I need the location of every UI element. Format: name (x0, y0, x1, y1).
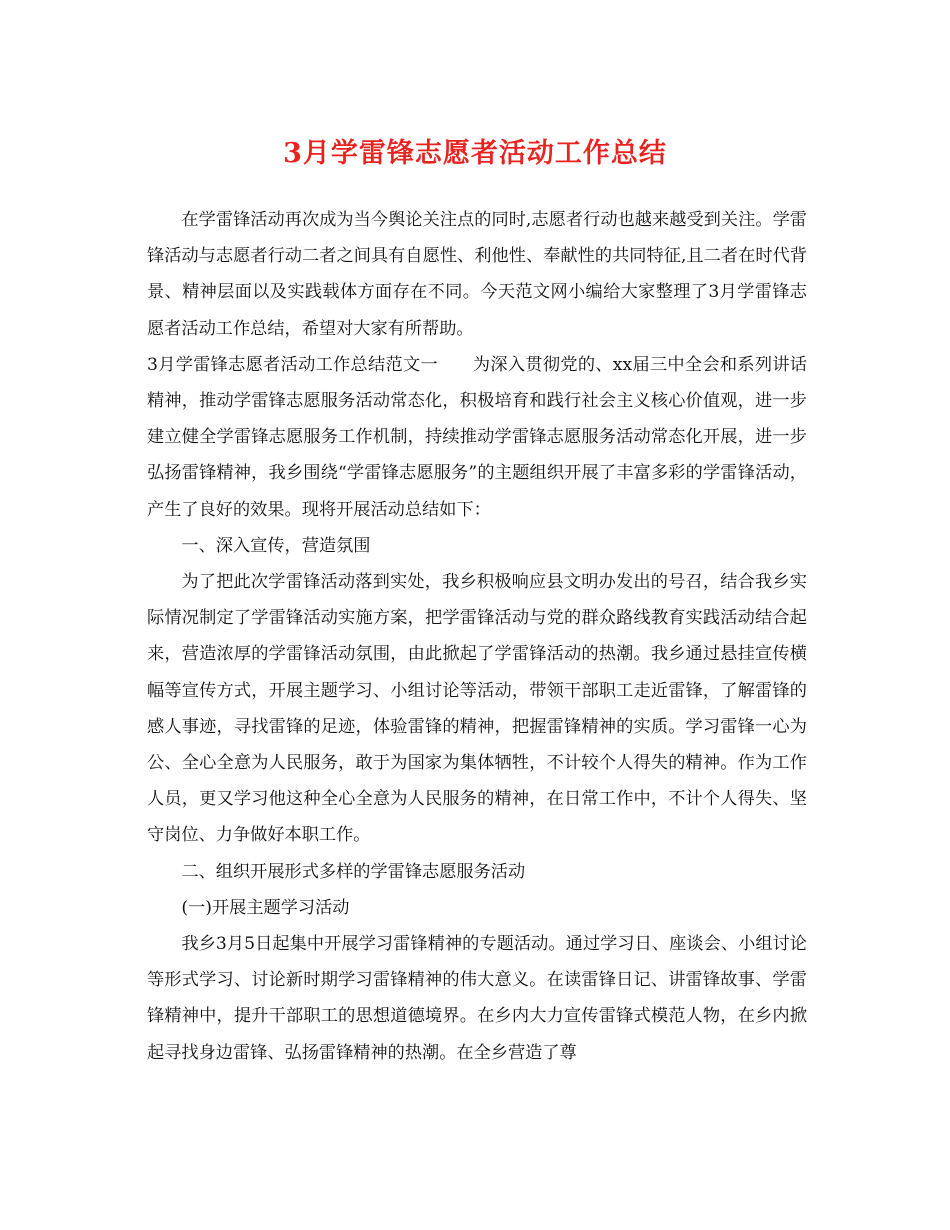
paragraph-sample-one: 3月学雷锋志愿者活动工作总结范文一 为深入贯彻党的、xx届三中全会和系列讲话精神，推动学雷锋志愿服务活动常态化，积极培育和践行社会主义核心价值观，进一步建立健全学雷锋志愿服务工作机制，持续推动学雷锋志愿服务活动常态化开展，进一步弘扬雷锋精神，我乡围绕“学雷锋志愿服务”的主题组织开展了丰富多彩的学雷锋活动，产生了良好的效果。现将开展活动总结如下： (147, 354, 807, 520)
section-heading-two: 二、组织开展形式多样的学雷锋志愿服务活动 (181, 861, 526, 882)
section-heading-one: 一、深入宣传，营造氛围 (181, 535, 371, 556)
paragraph-subsection-one: 我乡3月5日起集中开展学习雷锋精神的专题活动。通过学习日、座谈会、小组讨论等形式学习、讨论新时期学习雷锋精神的伟大意义。在读雷锋日记、讲雷锋故事、学雷锋精神中，提升干部职工的思想道德境界。在乡内大力宣传雷锋式模范人物，在乡内掀起寻找身边雷锋、弘扬雷锋精神的热潮。在全乡营造了尊 (147, 934, 807, 1063)
subsection-heading-one: (一)开展主题学习活动 (181, 897, 350, 918)
paragraph-intro: 在学雷锋活动再次成为当今舆论关注点的同时,志愿者行动也越来越受到关注。学雷锋活动与志愿者行动二者之间具有自愿性、利他性、奉献性的共同特征,且二者在时代背景、精神层面以及实践载体方面存在不同。今天范文网小编给大家整理了3月学雷锋志愿者活动工作总结，希望对大家有所帮助。 (147, 210, 807, 339)
document-body (147, 202, 807, 1071)
paragraph-section-one: 为了把此次学雷锋活动落到实处，我乡积极响应县文明办发出的号召，结合我乡实际情况制定了学雷锋活动实施方案，把学雷锋活动与党的群众路线教育实践活动结合起来，营造浓厚的学雷锋活动氛围，由此掀起了学雷锋活动的热潮。我乡通过悬挂宣传横幅等宣传方式，开展主题学习、小组讨论等活动，带领干部职工走近雷锋，了解雷锋的感人事迹，寻找雷锋的足迹，体验雷锋的精神，把握雷锋精神的实质。学习雷锋一心为公、全心全意为人民服务，敢于为国家为集体牺牲，不计较个人得失的精神。作为工作人员，更又学习他这种全心全意为人民服务的精神，在日常工作中，不计个人得失、坚守岗位、力争做好本职工作。 (147, 572, 807, 846)
document-title: 3月学雷锋志愿者活动工作总结 (283, 138, 667, 169)
